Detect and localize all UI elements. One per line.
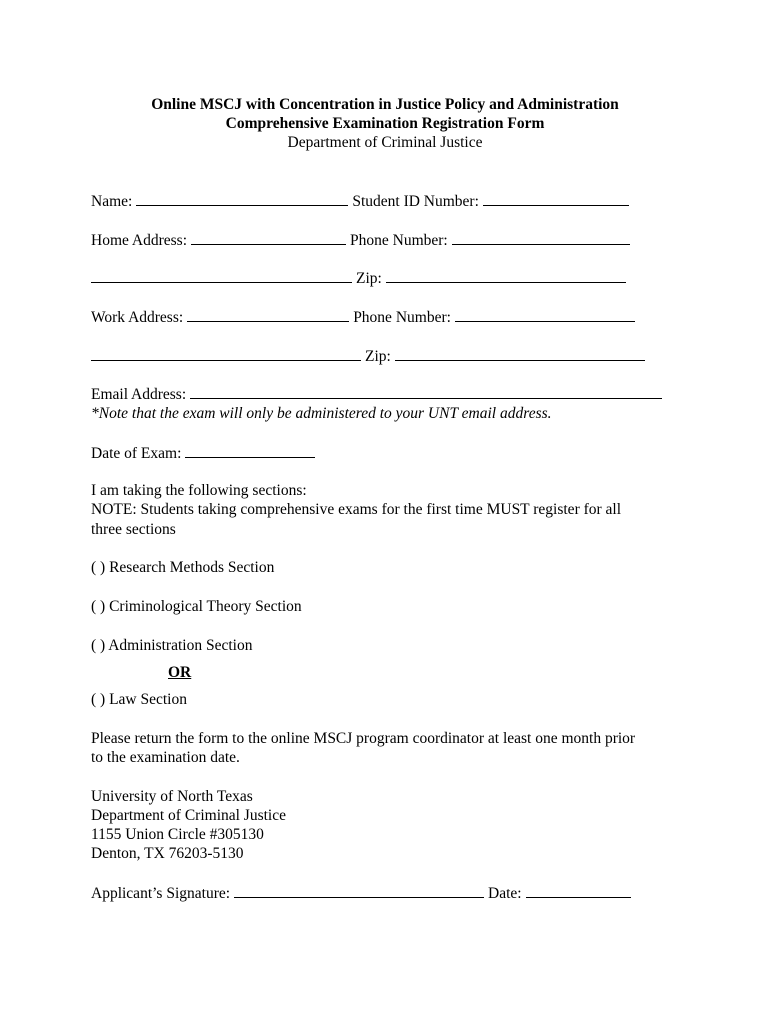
exam-date-field[interactable] [185, 443, 315, 458]
address-line3: 1155 Union Circle #305130 [91, 826, 264, 843]
instructions-line2: to the examination date. [91, 749, 240, 766]
email-label: Email Address: [91, 386, 187, 403]
student-id-field[interactable] [483, 191, 629, 206]
option-law[interactable]: ( ) Law Section [91, 691, 187, 708]
work-zip-field[interactable] [395, 346, 645, 361]
signature-date-label: Date: [488, 885, 522, 902]
work-address-line2-row [91, 346, 645, 366]
work-address-line2-field[interactable] [91, 346, 361, 361]
email-note: *Note that the exam will only be administered to your UNT email address. [91, 405, 552, 422]
sections-note-line1: NOTE: Students taking comprehensive exams for the first time MUST register for all [91, 501, 622, 518]
home-address-line2-row [91, 268, 626, 288]
exam-date-label: Date of Exam: [91, 445, 182, 462]
form-title-line2: Comprehensive Examination Registration Form [225, 115, 545, 132]
name-field[interactable] [136, 191, 348, 206]
work-address-label: Work Address: [91, 309, 184, 326]
name-row [91, 191, 629, 211]
work-phone-label: Phone Number: [353, 309, 451, 326]
exam-date-row [91, 443, 315, 463]
home-address-field[interactable] [191, 230, 346, 245]
work-address-field[interactable] [187, 307, 349, 322]
department-subtitle: Department of Criminal Justice [287, 134, 483, 151]
option-criminological-theory[interactable]: ( ) Criminological Theory Section [91, 598, 302, 615]
instructions-line1: Please return the form to the online MSCJ program coordinator at least one month prior [91, 730, 636, 747]
name-label: Name: [91, 193, 133, 210]
option-research-methods[interactable]: ( ) Research Methods Section [91, 559, 275, 576]
work-phone-field[interactable] [455, 307, 635, 322]
form-title-line1: Online MSCJ with Concentration in Justice Policy and Administration [151, 96, 619, 113]
home-phone-field[interactable] [452, 230, 630, 245]
home-address-line2-field[interactable] [91, 268, 352, 283]
email-row [91, 384, 662, 404]
signature-row [91, 883, 631, 903]
signature-label: Applicant’s Signature: [91, 885, 231, 902]
option-administration[interactable]: ( ) Administration Section [91, 637, 253, 654]
signature-field[interactable] [234, 883, 484, 898]
address-line1: University of North Texas [91, 788, 253, 805]
address-line4: Denton, TX 76203-5130 [91, 845, 244, 862]
address-line2: Department of Criminal Justice [91, 807, 286, 824]
work-zip-label: Zip: [365, 348, 391, 365]
or-label: OR [168, 664, 192, 681]
home-address-row [91, 230, 630, 250]
home-zip-label: Zip: [356, 270, 382, 287]
signature-date-field[interactable] [526, 883, 631, 898]
home-zip-field[interactable] [386, 268, 626, 283]
student-id-label: Student ID Number: [352, 193, 479, 210]
work-address-row [91, 307, 635, 327]
home-address-label: Home Address: [91, 232, 188, 249]
sections-intro: I am taking the following sections: [91, 482, 307, 499]
sections-note-line2: three sections [91, 521, 176, 538]
home-phone-label: Phone Number: [350, 232, 448, 249]
email-field[interactable] [190, 384, 662, 399]
